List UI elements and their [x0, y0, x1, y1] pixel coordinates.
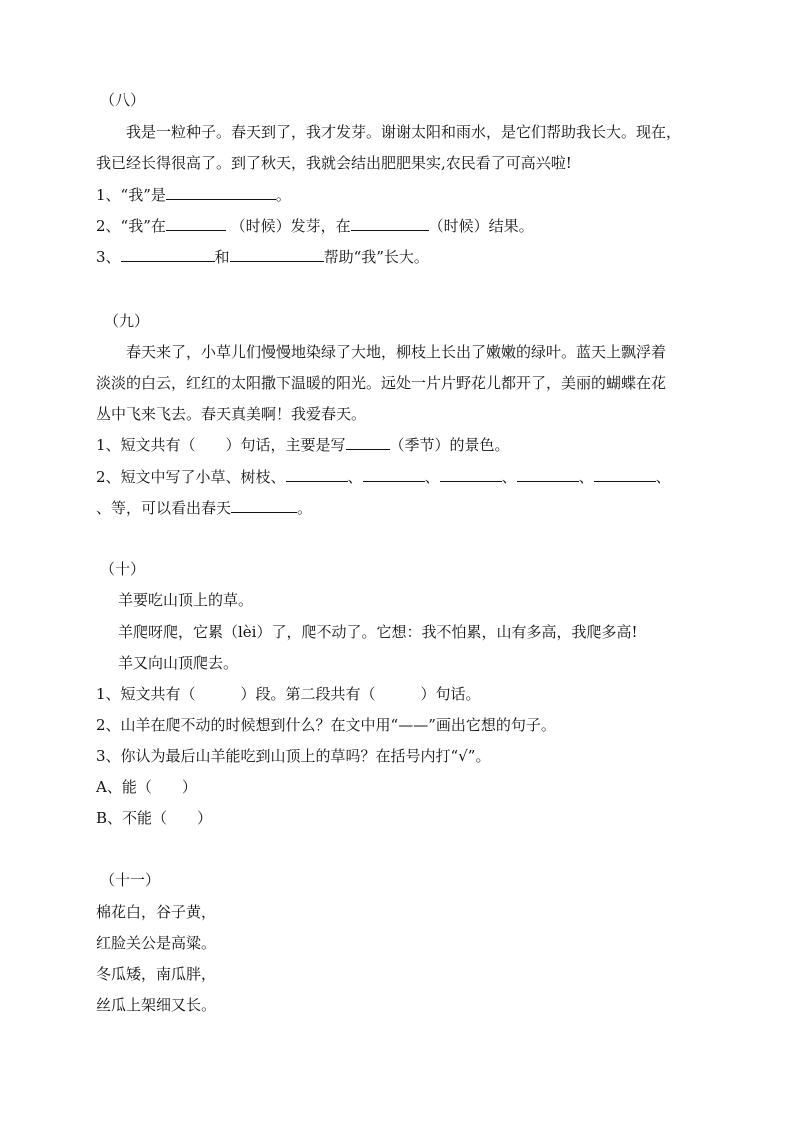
question-text: 1、“我”是: [96, 186, 166, 204]
section-8-question-2: [96, 216, 534, 236]
answer-blank[interactable]: [517, 467, 579, 482]
separator: 、: [578, 468, 594, 486]
option-a[interactable]: A、能（ ）: [96, 778, 197, 796]
answer-blank[interactable]: [286, 467, 348, 482]
question-text: （季节）的景色。: [389, 436, 510, 454]
separator: 、: [347, 468, 363, 486]
section-9-paragraph-line-2: 淡淡的白云，红红的太阳撒下温暖的阳光。远处一片片野花儿都开了，美丽的蝴蝶在花: [96, 374, 667, 392]
question-text: 和: [214, 248, 230, 266]
answer-blank[interactable]: [346, 435, 390, 450]
section-9-title: （九）: [104, 312, 150, 330]
question-text: 。: [275, 186, 291, 204]
section-8-question-3: [96, 247, 429, 267]
section-9-paragraph-line-1: 春天来了，小草儿们慢慢地染绿了大地，柳枝上长出了嫩嫩的绿叶。蓝天上飘浮着: [126, 343, 667, 361]
section-9-question-1: [96, 435, 510, 455]
section-10-question-1: 1、短文共有（ ）段。第二段共有（ ）句话。: [96, 685, 481, 703]
answer-blank[interactable]: [594, 467, 656, 482]
poem-line-4: 丝瓜上架细又长。: [96, 996, 217, 1014]
poem-line-2: 红脸关公是高粱。: [96, 934, 217, 952]
section-10-paragraph-2: 羊爬呀爬，它累（lèi）了，爬不动了。它想：我不怕累，山有多高，我爬多高!: [118, 623, 638, 641]
answer-blank[interactable]: [121, 247, 215, 262]
section-9-paragraph-line-3: 丛中飞来飞去。春天真美啊！我爱春天。: [96, 405, 367, 423]
section-10-title: （十）: [100, 560, 146, 578]
poem-line-3: 冬瓜矮，南瓜胖，: [96, 965, 217, 983]
answer-blank[interactable]: [166, 216, 226, 231]
question-text: 2、短文中写了小草、树枝、: [96, 468, 286, 486]
answer-blank[interactable]: [166, 185, 276, 200]
section-9-question-2: [96, 467, 671, 487]
question-text: （时候）结果。: [428, 217, 534, 235]
separator: 、: [424, 468, 440, 486]
section-10-question-3: 3、你认为最后山羊能吃到山顶上的草吗？在括号内打“√”。: [96, 747, 491, 765]
answer-blank[interactable]: [440, 467, 502, 482]
separator: 、: [501, 468, 517, 486]
section-10-paragraph-3: 羊又向山顶爬去。: [118, 654, 239, 672]
question-text: 、等，可以看出春天: [96, 499, 232, 517]
question-text: 帮助“我”长大。: [323, 248, 429, 266]
option-b[interactable]: B、不能（ ）: [96, 809, 213, 827]
section-8-title: （八）: [100, 91, 146, 109]
question-text: 。: [297, 499, 313, 517]
question-text: （时候）发芽，在: [225, 217, 351, 235]
question-text: 2、“我”在: [96, 217, 166, 235]
section-10-question-2: 2、山羊在爬不动的时候想到什么？在文中用“——”画出它想的句子。: [96, 716, 556, 734]
section-10-paragraph-1: 羊要吃山顶上的草。: [118, 591, 254, 609]
answer-blank[interactable]: [363, 467, 425, 482]
section-9-question-2-cont: [96, 498, 312, 518]
poem-line-1: 棉花白，谷子黄，: [96, 903, 217, 921]
answer-blank[interactable]: [351, 216, 429, 231]
section-8-question-1: [96, 185, 291, 205]
separator: 、: [655, 468, 671, 486]
section-8-paragraph-line-1: 我是一粒种子。春天到了，我才发芽。谢谢太阳和雨水，是它们帮助我长大。现在，: [126, 123, 682, 141]
answer-blank[interactable]: [230, 247, 324, 262]
section-8-paragraph-line-2: 我已经长得很高了。到了秋天，我就会结出肥肥果实,农民看了可高兴啦!: [96, 154, 572, 172]
answer-blank[interactable]: [231, 498, 297, 513]
question-text: 3、: [96, 248, 121, 266]
question-text: 1、短文共有（ ）句话，主要是写: [96, 436, 346, 454]
section-11-title: （十一）: [100, 871, 161, 889]
